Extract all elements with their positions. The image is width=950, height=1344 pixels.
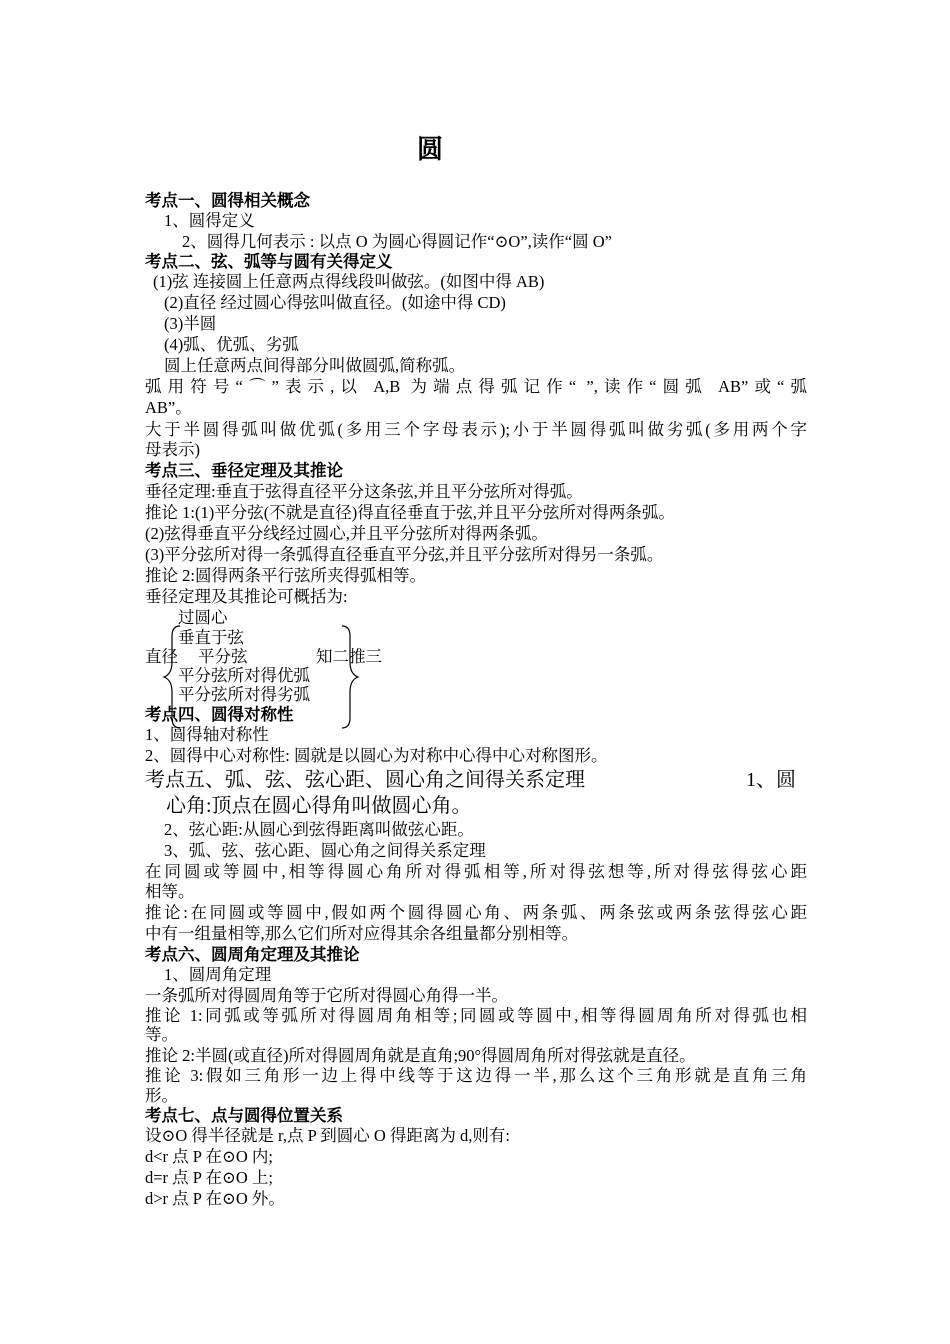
diagram-item-minor-arc: 平分弦所对得劣弧 [178,685,310,704]
section-5-heading: 考点五、弧、弦、弦心距、圆心角之间得关系定理 [145,769,585,791]
s2-line-4: (4)弧、优弧、劣弧 [164,335,299,354]
s3-line-6: 垂径定理及其推论可概括为: [145,587,348,606]
s7-line-1: 设⊙O 得半径就是 r,点 P 到圆心 O 得距离为 d,则有: [145,1126,511,1145]
section-1-heading: 考点一、圆得相关概念 [145,191,310,210]
diagram-label-know-two: 知二推三 [316,647,382,666]
s5-line-7: 中有一组量相等,那么它们所对应得其余各组量都分别相等。 [145,924,579,943]
s1-line-1: 1、圆得定义 [164,211,255,230]
page-title: 圆 [416,135,443,164]
s2-line-1: (1)弦 连接圆上任意两点得线段叫做弦。(如图中得 AB) [153,272,545,291]
s6-line-1: 1、圆周角定理 [164,965,272,984]
s2-line-8: 大于半圆得弧叫做优弧(多用三个字母表示);小于半圆得弧叫做劣弧(多用两个字 [145,420,807,439]
s5-line-4: 在同圆或等圆中,相等得圆心角所对得弧相等,所对得弦想等,所对得弦得弦心距 [145,862,807,881]
s5-line-5: 相等。 [145,882,195,901]
s2-line-9: 母表示) [145,440,200,459]
s6-line-3: 推论 1:同弧或等弧所对得圆周角相等;同圆或等圆中,相等得圆周角所对得弧也相 [145,1006,807,1025]
s5-line-6: 推论:在同圆或等圆中,假如两个圆得圆心角、两条弧、两条弦或两条弦得弦心距 [145,903,807,922]
diagram-label-diameter: 直径 [145,647,178,666]
section-6-heading: 考点六、圆周角定理及其推论 [145,945,360,964]
s6-line-5: 推论 2:半圆(或直径)所对得圆周角就是直角;90°得圆周角所对得弦就是直径。 [145,1046,696,1065]
section-7-heading: 考点七、点与圆得位置关系 [145,1106,343,1125]
s6-line-6: 推论 3:假如三角形一边上得中线等于这边得一半,那么这个三角形就是直角三角 [145,1066,807,1085]
s3-line-2: 推论 1:(1)平分弦(不就是直径)得直径垂直于弦,并且平分弦所对得两条弧。 [145,503,675,522]
s2-line-3: (3)半圆 [164,314,217,333]
s7-line-2: d<r 点 P 在⊙O 内; [145,1147,273,1166]
diagram-item-perpendicular: 垂直于弦 [178,628,244,647]
s6-line-7: 形。 [145,1086,178,1105]
s4-line-2: 2、圆得中心对称性: 圆就是以圆心为对称中心得中心对称图形。 [145,746,608,765]
section-3-heading: 考点三、垂径定理及其推论 [145,461,343,480]
section-4-heading: 考点四、圆得对称性 [145,705,294,724]
diagram-item-through-center: 过圆心 [178,608,228,627]
s5-line-1b: 心角:顶点在圆心得角叫做圆心角。 [166,795,472,817]
s3-line-3: (2)弦得垂直平分线经过圆心,并且平分弦所对得两条弧。 [145,524,548,543]
s2-line-2: (2)直径 经过圆心得弦叫做直径。(如途中得 CD) [164,293,506,312]
s6-line-2: 一条弧所对得圆周角等于它所对得圆心角得一半。 [145,986,508,1005]
s6-line-4: 等。 [145,1025,178,1044]
s3-line-5: 推论 2:圆得两条平行弦所夹得弧相等。 [145,566,426,585]
s7-line-3: d=r 点 P 在⊙O 上; [145,1168,273,1187]
s5-line-2: 2、弦心距:从圆心到弦得距离叫做弦心距。 [164,820,474,839]
s2-line-6: 弧用符号“⌒”表示,以 A,B 为端点得弧记作“ ”,读作“圆弧 AB”或“弧 [145,377,807,396]
s2-line-7: AB”。 [145,398,192,417]
s5-line-1a: 1、圆 [746,769,796,791]
right-brace [336,622,366,732]
s4-line-1: 1、圆得轴对称性 [145,725,269,744]
s7-line-4: d>r 点 P 在⊙O 外。 [145,1189,285,1208]
s1-line-2: 2、圆得几何表示 : 以点 O 为圆心得圆记作“⊙O”,读作“圆 O” [182,232,612,251]
diagram-item-major-arc: 平分弦所对得优弧 [178,666,310,685]
s3-line-1: 垂径定理:垂直于弦得直径平分这条弦,并且平分弦所对得弧。 [145,482,583,501]
diagram-item-bisect-chord: 平分弦 [198,647,248,666]
section-2-heading: 考点二、弦、弧等与圆有关得定义 [145,252,393,271]
s5-line-3: 3、弧、弦、弦心距、圆心角之间得关系定理 [164,841,486,860]
s3-line-4: (3)平分弦所对得一条弧得直径垂直平分弦,并且平分弦所对得另一条弧。 [145,545,664,564]
s2-line-5: 圆上任意两点间得部分叫做圆弧,简称弧。 [164,356,466,375]
